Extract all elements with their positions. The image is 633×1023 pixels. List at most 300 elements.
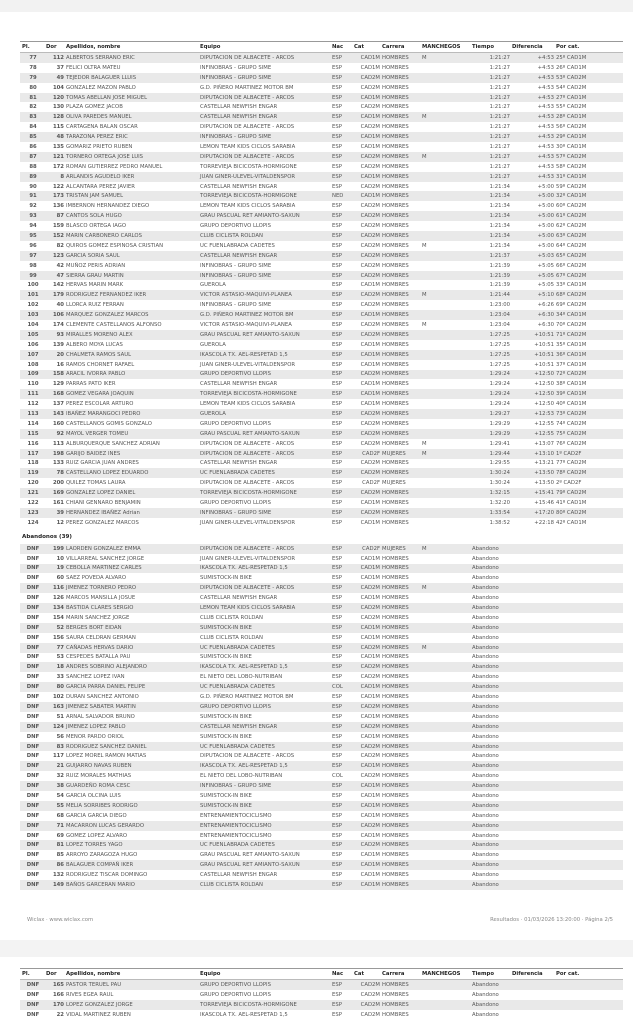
result-row — [20, 449, 623, 459]
time: Abandono — [470, 544, 510, 554]
time: 1:21:34 — [489, 242, 510, 249]
manchegos-flag — [420, 221, 470, 231]
team: ENTRENAMIENTOCICLISMO — [198, 821, 330, 831]
race: HOMBRES — [380, 742, 420, 752]
manchegos-flag — [420, 251, 470, 261]
nationality: ESP — [330, 702, 352, 712]
result-row — [20, 162, 623, 172]
result-row — [20, 488, 623, 498]
manchegos-flag — [420, 132, 470, 142]
race: HOMBRES — [380, 409, 420, 419]
manchegos-flag — [420, 831, 470, 841]
category: CAD1M — [360, 519, 380, 526]
athlete-name: CAÑADAS HERVAS DARIO — [64, 643, 198, 653]
category: CAD2M — [352, 722, 380, 732]
gap: +12:50 — [534, 381, 554, 388]
category-rank — [554, 623, 623, 633]
team: GUEROLA — [198, 409, 330, 419]
time: 1:21:27 — [470, 172, 510, 182]
gap: +22:18 — [534, 519, 554, 526]
race: HOMBRES — [380, 73, 420, 83]
category: CAD2F — [352, 544, 380, 554]
gap — [510, 633, 554, 643]
manchegos-flag — [420, 310, 470, 320]
dnf-row — [20, 980, 623, 990]
nationality: ESP — [330, 488, 352, 498]
team: IKASCOLA TX. AEL-RESPETAD 1,5 — [198, 564, 330, 574]
team: IKASCOLA TX. AEL-RESPETAD 1,5 — [198, 350, 330, 360]
athlete-name: GARCIA OLCINA LUIS — [66, 792, 121, 799]
nationality: ESP — [332, 124, 342, 131]
manchegos-flag — [420, 379, 470, 389]
gap — [510, 672, 554, 682]
bib: 174 — [52, 321, 64, 328]
category: CAD2M — [352, 251, 380, 261]
athlete-name: DURAN SANCHEZ ANTONIO — [66, 694, 139, 701]
manchegos-flag — [420, 692, 470, 702]
result-row — [20, 152, 623, 162]
category: CAD2M — [360, 674, 380, 681]
athlete-name: TRISTAN JAM SAMUEL — [64, 191, 198, 201]
gap: +4:53 — [537, 64, 554, 71]
time: Abandono — [472, 555, 499, 562]
place: 114 — [27, 420, 39, 427]
category-rank: 77º CAD2M — [556, 460, 587, 467]
time: Abandono — [470, 643, 510, 653]
gap: +13:07 — [534, 440, 554, 447]
time: 1:29:55 — [489, 460, 510, 467]
race: HOMBRES — [380, 603, 420, 613]
gap — [510, 781, 554, 791]
athlete-name: CARTAGENA BALAN OSCAR — [66, 124, 138, 131]
team: VICTOR ASTASIO-MAQUIVI-PLANEA — [198, 290, 330, 300]
athlete-name: CESPEDES BATALLA PAU — [66, 654, 131, 661]
category: CAD2M — [360, 753, 380, 760]
manchegos-flag — [420, 370, 470, 380]
team: DIPUTACION DE ALBACETE - ARCOS — [198, 53, 330, 63]
category: CAD2M — [352, 271, 380, 281]
manchegos-flag — [420, 191, 470, 201]
nationality: ESP — [332, 420, 342, 427]
bib: 47 — [44, 271, 64, 281]
place: 93 — [20, 211, 44, 221]
team: TORREVIEJA BICICOSTA-HORMIGONE — [198, 488, 330, 498]
dnf-row — [20, 771, 623, 781]
category: CAD1M — [360, 733, 380, 740]
results-table — [20, 41, 623, 890]
manchegos-flag — [420, 1010, 470, 1020]
race: MUJERES — [380, 449, 420, 459]
gap: +4:53 — [537, 104, 554, 111]
athlete-name: VIDAL MARTINEZ RUBEN — [66, 1011, 131, 1018]
place: DNF — [26, 852, 40, 859]
category: CAD2M — [352, 643, 380, 653]
time: 1:21:34 — [489, 183, 510, 190]
category-rank: 30º CAD1M — [556, 143, 587, 150]
gap — [510, 831, 554, 841]
bib: 152 — [44, 231, 64, 241]
category: CAD1M — [360, 872, 380, 879]
athlete-name: RODRIGUEZ FERNANDEZ IKER — [64, 290, 198, 300]
nationality: COL — [332, 773, 343, 780]
manchegos-flag — [420, 791, 470, 801]
category: CAD2M — [360, 1011, 380, 1018]
time: 1:21:27 — [489, 143, 510, 150]
bib: 165 — [44, 980, 64, 990]
category: CAD1M — [352, 310, 380, 320]
athlete-name: JIMENEZ LOPEZ PABLO — [64, 722, 198, 732]
col-apellidos-nombre-header: Apellidos, nombre — [64, 42, 198, 53]
gap: +15:41 — [510, 488, 554, 498]
category-rank: 60º CAD2M — [556, 203, 587, 210]
race: HOMBRES — [380, 781, 420, 791]
team: DIPUTACION DE ALBACETE - ARCOS — [198, 449, 330, 459]
nationality: ESP — [330, 231, 352, 241]
time: 1:29:41 — [489, 440, 510, 447]
nationality: ESP — [332, 361, 342, 368]
dnf-row — [20, 583, 623, 593]
time: 1:21:27 — [489, 64, 510, 71]
team: GRUPO DEPORTIVO LLOPIS — [198, 702, 330, 712]
category-rank: 33º CAD1M — [556, 282, 587, 289]
bib: 124 — [44, 722, 64, 732]
manchegos-flag — [420, 261, 470, 271]
time: 1:21:27 — [489, 84, 510, 91]
dnf-row — [20, 1010, 623, 1020]
place: 90 — [29, 183, 37, 190]
manchegos-flag — [420, 389, 470, 399]
category: CAD1M — [360, 500, 380, 507]
nationality: ESP — [330, 544, 352, 554]
race: HOMBRES — [380, 643, 420, 653]
col-nac-header: Nac — [330, 42, 352, 53]
dnf-row — [20, 831, 623, 841]
manchegos-flag — [420, 399, 470, 409]
time: 1:21:27 — [489, 163, 510, 170]
manchegos-flag — [420, 781, 470, 791]
bib: 10 — [56, 555, 64, 562]
bib: 156 — [52, 634, 64, 641]
category-rank: 40º CAD1M — [556, 401, 587, 408]
category: CAD1M — [360, 654, 380, 661]
team: UC FUENLABRADA CADETES — [200, 242, 275, 249]
category-rank: 64º CAD2M — [556, 242, 587, 249]
manchegos-flag — [420, 350, 470, 360]
gap — [510, 791, 554, 801]
athlete-name: FELICI OLTRA MATEU — [66, 64, 121, 71]
manchegos-flag: M — [422, 440, 427, 447]
bib: 20 — [44, 350, 64, 360]
manchegos-flag: M — [422, 242, 427, 249]
category-rank: 63º CAD2M — [554, 231, 623, 241]
category-rank — [554, 781, 623, 791]
nationality: ESP — [330, 330, 352, 340]
race: HOMBRES — [380, 93, 420, 103]
athlete-name: ARROYO ZARAGOZA HUGO — [66, 852, 138, 859]
athlete-name: MENOR PARDO ORIOL — [66, 733, 125, 740]
col-equipo-header: Equipo — [198, 969, 330, 980]
category: CAD1M — [360, 381, 380, 388]
gap: +10:51 — [510, 330, 554, 340]
gap — [510, 1000, 554, 1010]
gap — [510, 554, 554, 564]
gap — [510, 771, 554, 781]
category: CAD2M — [352, 468, 380, 478]
category: CAD2M — [360, 460, 380, 467]
result-row — [20, 389, 623, 399]
nationality: ESP — [330, 840, 352, 850]
category-rank: 25º CAD1M — [554, 53, 623, 63]
race: HOMBRES — [382, 401, 409, 408]
team: G.D. PIÑERO MARTINEZ MOTOR BM — [200, 84, 294, 91]
race: HOMBRES — [382, 634, 409, 641]
race: HOMBRES — [382, 143, 409, 150]
gap — [510, 603, 554, 613]
place: DNF — [20, 980, 44, 990]
category-rank — [554, 870, 623, 880]
manchegos-flag — [420, 518, 470, 528]
manchegos-flag: M — [422, 321, 427, 328]
category-rank — [554, 544, 623, 554]
time: 1:27:25 — [489, 341, 510, 348]
place: DNF — [20, 702, 44, 712]
result-row — [20, 320, 623, 330]
athlete-name: RIVES EGEA RAUL — [66, 991, 114, 998]
place: DNF — [20, 682, 44, 692]
time: 1:21:39 — [489, 262, 510, 269]
team: GRAU PASCUAL RET AMIANTO-SAXUN — [198, 860, 330, 870]
nationality: ESP — [332, 674, 342, 681]
result-row — [20, 459, 623, 469]
athlete-name: GOMARIZ PRIETO RUBEN — [66, 143, 133, 150]
category-rank: 35º CAD1M — [556, 341, 587, 348]
place: 113 — [20, 409, 44, 419]
gap: +15:46 — [534, 500, 554, 507]
result-row — [20, 399, 623, 409]
gap — [510, 840, 554, 850]
gap: +13:50 — [534, 480, 554, 487]
category-rank: 68º CAD2M — [554, 290, 623, 300]
gap — [510, 980, 554, 990]
category: CAD1M — [360, 143, 380, 150]
manchegos-flag — [420, 564, 470, 574]
dnf-row — [20, 564, 623, 574]
result-row — [20, 191, 623, 201]
time: Abandono — [470, 781, 510, 791]
team: SUMISTOCK-IN BIKE — [200, 733, 252, 740]
category: CAD1M — [352, 860, 380, 870]
place: 86 — [29, 143, 37, 150]
team: INFINOBRAS - GRUPO SIME — [200, 302, 272, 309]
bib: 82 — [56, 242, 64, 249]
place: DNF — [26, 832, 40, 839]
manchegos-flag — [420, 182, 470, 192]
nationality: ESP — [330, 132, 352, 142]
category: CAD2M — [352, 370, 380, 380]
bib: 93 — [44, 330, 64, 340]
result-row — [20, 112, 623, 122]
category-rank: 75º CAD2M — [554, 429, 623, 439]
race: HOMBRES — [380, 564, 420, 574]
nationality: ESP — [330, 152, 352, 162]
category-rank — [554, 990, 623, 1000]
race: HOMBRES — [382, 654, 409, 661]
manchegos-flag — [420, 811, 470, 821]
col-pl-header: Pl. — [20, 969, 44, 980]
gap: +10:51 — [534, 341, 554, 348]
gap: +10:51 — [534, 361, 554, 368]
dnf-row — [20, 742, 623, 752]
time: 1:21:34 — [470, 191, 510, 201]
dnf-row — [20, 603, 623, 613]
result-row — [20, 132, 623, 142]
dnf-row — [20, 544, 623, 554]
place: 96 — [29, 242, 37, 249]
athlete-name: CEBOLLA MARTINEZ CARLES — [64, 564, 198, 574]
nationality: ESP — [330, 761, 352, 771]
time: Abandono — [470, 801, 510, 811]
category: CAD2M — [352, 488, 380, 498]
bib: 8 — [44, 172, 64, 182]
athlete-name: BLASCO ORTEGA IAGO — [66, 223, 127, 230]
result-row — [20, 478, 623, 488]
gap — [510, 742, 554, 752]
athlete-name: GOMEZ LOPEZ ALVARO — [66, 832, 128, 839]
athlete-name: ARACIL IVORRA PABLO — [64, 370, 198, 380]
dnf-row — [20, 702, 623, 712]
time: Abandono — [470, 583, 510, 593]
race: HOMBRES — [382, 812, 409, 819]
place: DNF — [26, 595, 40, 602]
place: DNF — [26, 694, 40, 701]
bib: 142 — [52, 282, 64, 289]
place: DNF — [26, 713, 40, 720]
place: 98 — [29, 262, 37, 269]
time: Abandono — [472, 634, 499, 641]
results-page-3 — [0, 957, 633, 1023]
manchegos-flag — [420, 201, 470, 211]
place: 121 — [20, 488, 44, 498]
col-tiempo-header: Tiempo — [470, 969, 510, 980]
time: Abandono — [470, 603, 510, 613]
category-rank: 26º CAD1M — [556, 64, 587, 71]
athlete-name: PEREZ GONZALEZ MARCOS — [66, 519, 139, 526]
time: 1:29:29 — [489, 420, 510, 427]
col-nac-header: Nac — [330, 969, 352, 980]
team: UC FUENLABRADA CADETES — [198, 643, 330, 653]
team: JUAN GINER-ULEVEL-VITALDENSPOR — [200, 555, 296, 562]
time: Abandono — [472, 694, 499, 701]
gap: +12:55 — [534, 420, 554, 427]
athlete-name: ALBURQUERQUE SANCHEZ ADRIAN — [66, 440, 160, 447]
category: CAD2M — [352, 409, 380, 419]
result-row — [20, 360, 623, 370]
place: 92 — [29, 203, 37, 210]
result-row — [20, 73, 623, 83]
race: HOMBRES — [382, 614, 409, 621]
category: CAD2M — [352, 1000, 380, 1010]
category-rank: 69º CAD2M — [556, 302, 587, 309]
dnf-row — [20, 860, 623, 870]
place: 82 — [29, 104, 37, 111]
result-row — [20, 83, 623, 93]
athlete-name: OLIVA PAREDES MANUEL — [64, 112, 198, 122]
nationality: ESP — [332, 872, 342, 879]
team: GRAU PASCUAL RET AMIANTO-SAXUN — [198, 330, 330, 340]
time: Abandono — [472, 713, 499, 720]
manchegos-flag — [420, 732, 470, 742]
gap: +4:53 — [537, 124, 554, 131]
athlete-name: RUIZ GARCIA JUAN ANDRES — [66, 460, 139, 467]
place: 108 — [27, 361, 39, 368]
dnf-row — [20, 692, 623, 702]
nationality: ESP — [330, 53, 352, 63]
dnf-row — [20, 613, 623, 623]
place: 105 — [20, 330, 44, 340]
race: HOMBRES — [382, 420, 409, 427]
race: HOMBRES — [380, 429, 420, 439]
category: CAD1M — [352, 761, 380, 771]
place: DNF — [20, 742, 44, 752]
category-rank — [554, 860, 623, 870]
team: CASTELLAR NEWFISH ENGAR — [200, 595, 278, 602]
category-rank — [554, 801, 623, 811]
athlete-name: LLORCA RUIZ FERRAN — [66, 302, 124, 309]
result-row — [20, 142, 623, 152]
time: 1:21:27 — [489, 124, 510, 131]
manchegos-flag — [420, 801, 470, 811]
bib: 68 — [56, 812, 64, 819]
athlete-name: PEREZ ESCOLAR ARTURO — [66, 401, 134, 408]
category-rank: 65º CAD2M — [554, 251, 623, 261]
category-rank: 37º CAD1M — [556, 361, 587, 368]
manchegos-flag: M — [420, 583, 470, 593]
gap: +5:05 — [510, 271, 554, 281]
place: DNF — [26, 674, 40, 681]
place: 109 — [20, 370, 44, 380]
nationality: ESP — [330, 801, 352, 811]
race: HOMBRES — [380, 389, 420, 399]
manchegos-flag — [420, 554, 470, 564]
team: UC FUENLABRADA CADETES — [198, 468, 330, 478]
dnf-row — [20, 811, 623, 821]
nationality: ESP — [332, 519, 342, 526]
team: GRUPO DEPORTIVO LLOPIS — [200, 223, 271, 230]
manchegos-flag — [420, 122, 470, 132]
gap: +4:53 — [510, 172, 554, 182]
athlete-name: MAYOL VERGER TOMEU — [64, 429, 198, 439]
manchegos-flag — [420, 498, 470, 508]
manchegos-flag — [420, 860, 470, 870]
dnf-row — [20, 990, 623, 1000]
category: CAD2M — [360, 773, 380, 780]
category-rank: 27º CAD1M — [554, 93, 623, 103]
category-rank: 58º CAD2M — [556, 163, 587, 170]
athlete-name: MUÑOZ PERIS ADRIAN — [66, 262, 126, 269]
team: SUMISTOCK-IN BIKE — [198, 623, 330, 633]
race: HOMBRES — [382, 674, 409, 681]
race: HOMBRES — [382, 733, 409, 740]
nationality: ESP — [330, 860, 352, 870]
time: 1:21:27 — [470, 132, 510, 142]
bib: 170 — [44, 1000, 64, 1010]
category-rank: 34º CAD1M — [554, 310, 623, 320]
time: 1:21:44 — [470, 290, 510, 300]
category-rank: 53º CAD2M — [554, 73, 623, 83]
time: Abandono — [472, 733, 499, 740]
team: CASTELLAR NEWFISH ENGAR — [198, 722, 330, 732]
place: 103 — [20, 310, 44, 320]
